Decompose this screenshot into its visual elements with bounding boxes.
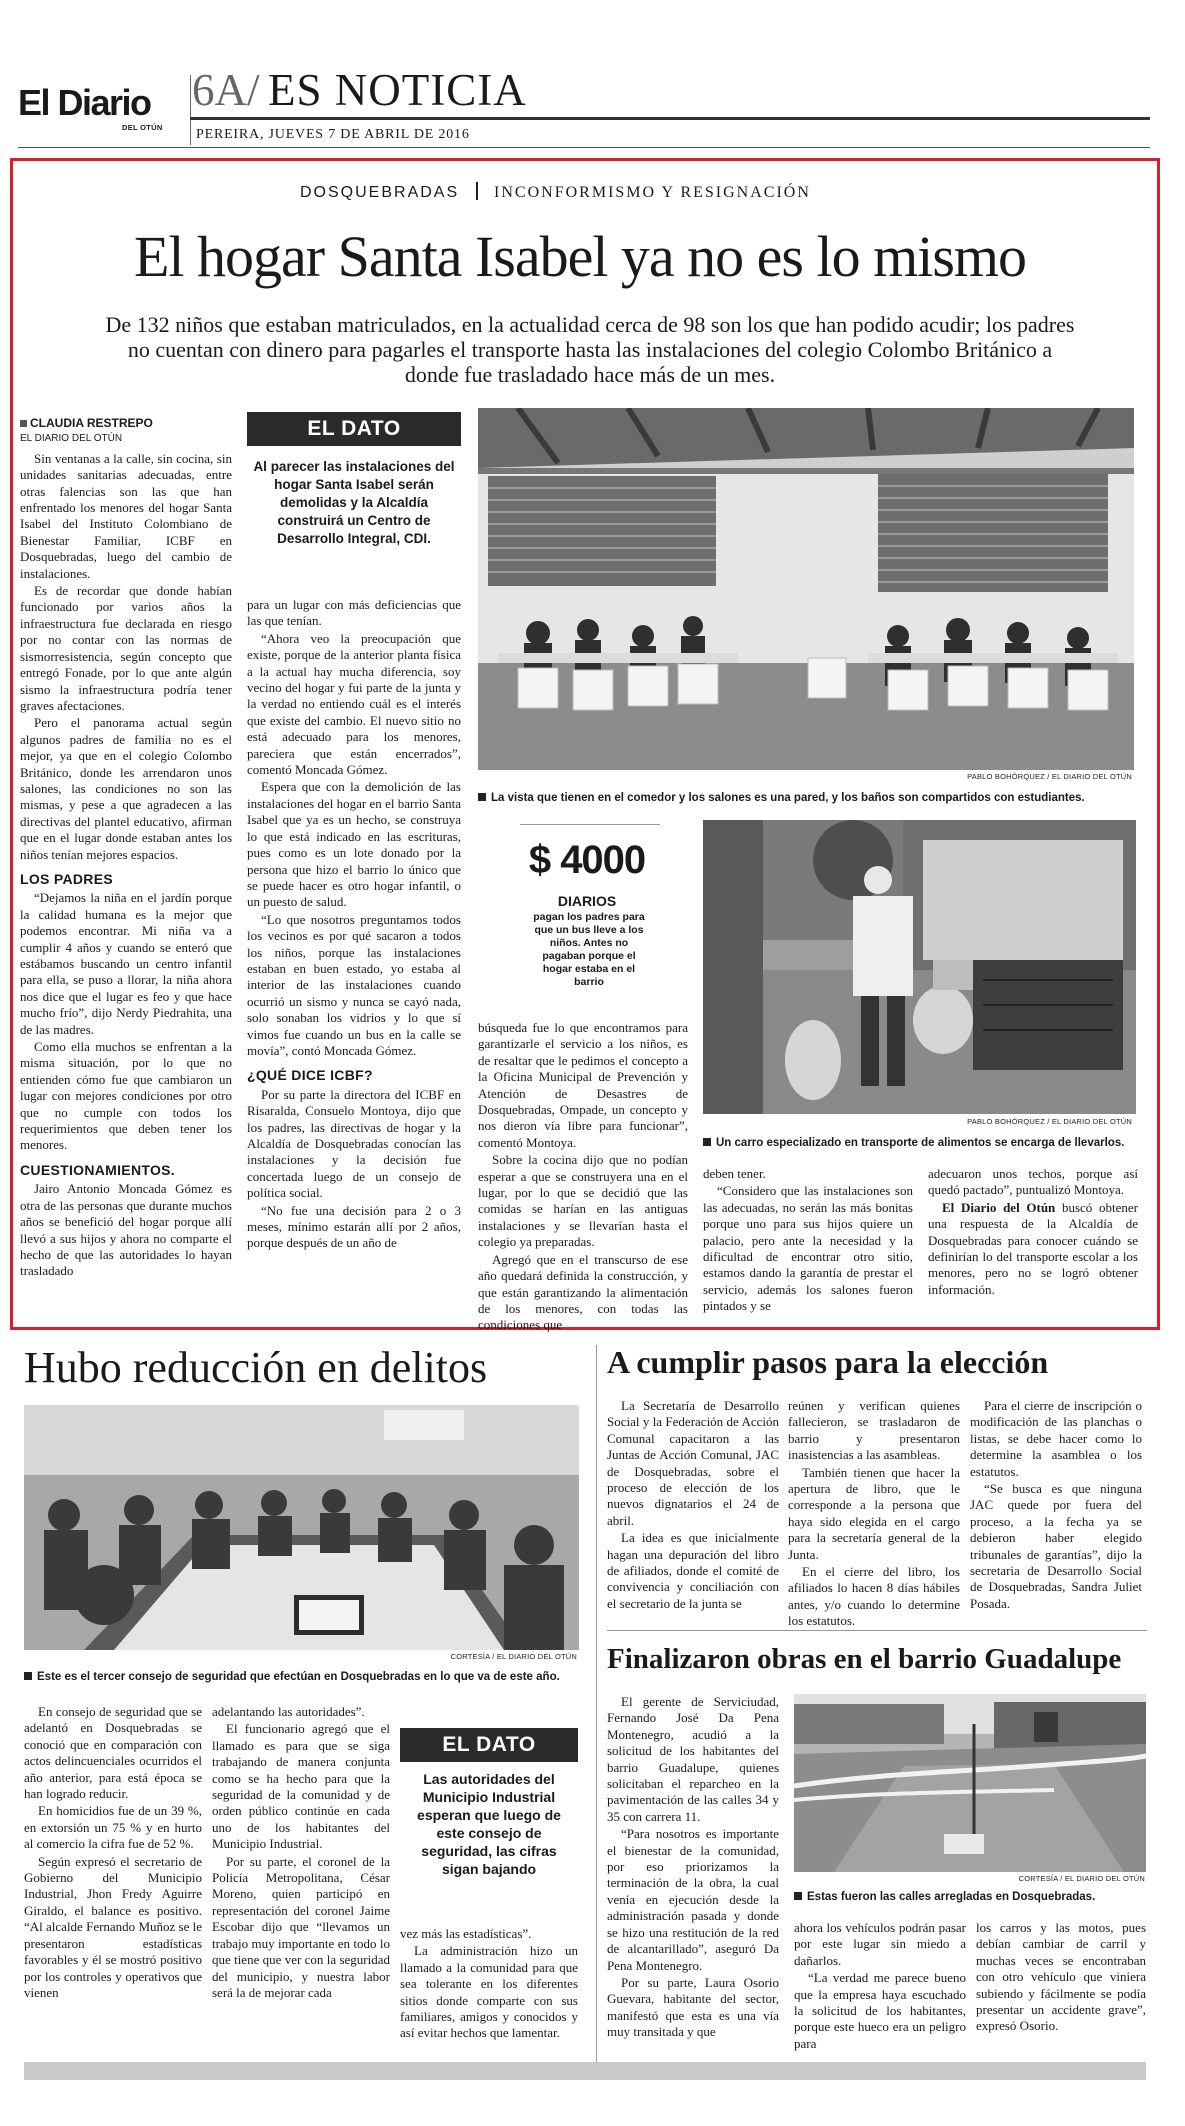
photo-guadalupe-street-image [794,1694,1146,1872]
byline-outlet: EL DIARIO DEL OTÚN [20,433,123,445]
byline: CLAUDIA RESTREPO [20,415,232,431]
stat-top-rule [520,824,660,825]
paragraph: También tienen que hacer la apertura de libro, que le corresponde a la persona que haya sido elegida en el cargo para la secretaría general de la Junta. [788,1464,960,1562]
dateline: PEREIRA, JUEVES 7 DE ABRIL DE 2016 [196,127,470,142]
paragraph: La idea es que inicialmente hagan una depuración del libro de afiliados, donde el comité de convivencia y conciliación con el secretario de la junta se [607,1530,779,1611]
page-bottom-rule [24,2062,1146,2080]
subhead-cuestionamientos: CUESTIONAMIENTOS. [20,1161,175,1178]
story2-col-2 [212,1704,390,2002]
paragraph: “Considero que las instalaciones son las adecuadas, no serán las más bonitas porque uno para sus hijos quiere un palacio, pero ante la necesidad y la dificultad de encontrar otro sitio, estamos dando la garantía de prestar el servicio, además los salones fueron pintados y se [703,1183,913,1314]
paragraph: El gerente de Serviciudad, Fernando José Da Pena Montenegro, acudió a la solicitud de los habitantes del barrio Guadalupe, quienes solicitaban el reparcheo en la pavimentación de las calles 34 y 35 con carrera 11. [607,1694,779,1824]
photo-food-cart [703,820,1136,1114]
paragraph: deben tener. [703,1166,766,1181]
caption-square [478,793,486,801]
paragraph: vez más las estadísticas”. [400,1926,532,1941]
paragraph: los carros y las motos, pues debían cambiar de carril y muchas veces se encontraban con otro vehículo que viniera subiendo y fácilmente se podía presentar un accidente grave”, expresó Osorio. [976,1920,1146,2034]
story3-bottom-rule [607,1630,1147,1631]
story3-col-1 [607,1398,779,1613]
paragraph: La administración hizo un llamado a la comunidad para que sea tolerante en los diferentes sitios donde comparte con sus familiares, amigos y conocidos y así evitar hechos que lamentar. [400,1943,578,2041]
caption-square [703,1138,711,1146]
story2-dato-header: EL DATO [400,1728,578,1762]
paragraph: Agregó que en el transcurso de ese año quedará definida la construcción, y que están garantizando la alimentación de los menores, con todas las condiciones que [478,1251,688,1333]
paragraph: “Lo que nosotros preguntamos todos los vecinos es por qué sacaron a todos los niños, porque las instalaciones estaban en buen estado, yo estaba al interior de las instalaciones cuando ocurrió un sismo y nunca se cayó nada, solo sonaban los vidrios y lo que sí vimos fue cuando un bus en la calle se movía”, contó Moncada Gómez. [247,911,461,1058]
paragraph: Por su parte, el coronel de la Policía Metropolitana, César Moreno, quien participó en representación del coronel Jaime Escobar dijo que “llevamos un trabajo muy importante en todo lo que tiene que ver con la seguridad del municipio, y nuestra labor será la de mejorar cada [212,1853,390,2000]
subhead-icbf: ¿QUÉ DICE ICBF? [247,1067,373,1084]
stat-text: pagan los padres para que un bus lleve a los niños. Antes no pagaban porque el hogar estaba en el barrio [533,911,645,988]
paragraph: búsqueda fue lo que encontramos para garantizarle el servicio a los niños, es de resaltar que le pedimos el concepto a la Oficina Municipal de Prevención y Atención de Desastres de Dosquebradas, Ompade, un concepto y nos dieron vía libre para funcionar”, comentó Montoya. [478,1020,688,1150]
brand-sub: DEL OTÚN [122,123,163,132]
main-col-4 [703,1166,913,1316]
photo-dining-room-image [478,408,1134,770]
main-headline: El hogar Santa Isabel ya no es lo mismo [133,224,1027,289]
photo2-caption: Un carro especializado en transporte de alimentos se encarga de llevarlos. [703,1136,1143,1150]
paragraph: En el cierre del libro, los afiliados lo hacen 8 días hábiles antes, y/o cuando lo determine los estatutos. [788,1564,960,1629]
dato-header: EL DATO [247,412,461,446]
story3-col-3 [970,1398,1142,1613]
story2-photo-credit: CORTESÍA / EL DIARIO DEL OTÚN [450,1652,577,1661]
subhead-padres: LOS PADRES [20,870,113,887]
paragraph: Para el cierre de inscripción o modificación de las planchas o listas, se debe hacer como lo determine la asamblea o los estatutos. [970,1398,1142,1479]
paragraph: Sin ventanas a la calle, sin cocina, sin unidades sanitarias adecuadas, entre otras falencias son las que han enfrentado los menores del hogar Santa Isabel del Instituto Colombiano de Bienestar Familiar, ICBF en Dosquebradas, luego del cambio de instalaciones. [20,450,232,581]
photo2-credit: PABLO BOHÓRQUEZ / EL DIARIO DEL OTÚN [967,1117,1132,1126]
story2-dato-text: Las autoridades del Municipio Industrial esperan que luego de este consejo de seguridad, las cifras sigan bajando [417,1771,561,1877]
photo1-credit: PABLO BOHÓRQUEZ / EL DIARIO DEL OTÚN [967,772,1132,781]
story2-headline: Hubo reducción en delitos [24,1343,488,1392]
masthead [18,55,1148,155]
main-deck: De 132 niños que estaban matriculados, en la actualidad cerca de 98 son los que han podido acudir; los padres no cuentan con dinero para pagarles el transporte hasta las instalaciones del colegio Colombo Británico a donde fue trasladado hace más de un mes. [105,312,1075,387]
paragraph: reúnen y verifican quienes fallecieron, se trasladaron de barrio y presentaron inasistencias a las asambleas. [788,1398,960,1463]
paragraph: La Secretaría de Desarrollo Social y la Federación de Acción Comunal capacitaron a las Juntas de Acción Comunal, JAC de Dosquebradas, sobre el proceso de elección de los nuevos dignatarios el 24 de abril. [607,1398,779,1528]
section-title: ES NOTICIA [268,65,527,115]
main-col-1 [20,415,232,1281]
story-divider [596,1345,597,2070]
main-kicker [300,182,880,202]
paragraph: En consejo de seguridad que se adelantó en Dosquebradas se conoció que en comparación con actos delincuenciales ocurridos el año anterior, para está época se han logrado reducir. [24,1704,202,1802]
story3-headline: A cumplir pasos para la elección [607,1344,1049,1380]
masthead-rule [190,117,1150,120]
paragraph: El Diario del Otún buscó obtener una respuesta de la Alcaldía de Dosquebradas para conocer cuándo se definirían lo del transporte escolar a los menores, pero no se logró obtener información. [928,1199,1138,1297]
dato-text: Al parecer las instalaciones del hogar Santa Isabel serán demolidas y la Alcaldía construirá un Centro de Desarrollo Integral, CDI. [253,459,455,546]
story2-col-1 [24,1704,202,2002]
story4-photo-caption: Estas fueron las calles arregladas en Dosquebradas. [794,1890,1149,1904]
paragraph: “Para nosotros es importante el bienestar de la comunidad, por eso priorizamos la terminación de la obra, la cual venía en ejecución desde la administración pasada y donde se hizo una restitución de la red de alcantarillado”, aseguró Da Pena Montenegro. [607,1826,779,1973]
paragraph: “Dejamos la niña en el jardín porque la calidad humana es la mejor que podemos encontrar. Mi niña va a cumplir 4 años y cuando se enteró que estábamos buscando un centro infantil para ella, se puso a llorar, la niña ahora nos dice que el lugar es feo y que hace mucho frío”, dijo Nerdy Piedrahita, una de las madres. [20,890,232,1037]
paragraph: Sobre la cocina dijo que no podían esperar a que se construyera una en el lugar, por lo que se decidió que las comidas se harían en las antiguas instalaciones y se llevarían hasta el colegio ya preparadas. [478,1152,688,1250]
main-col-2 [247,597,461,1253]
caption-square [794,1892,802,1900]
story4-headline: Finalizaron obras en el barrio Guadalupe [607,1643,1122,1675]
paragraph: Como ella muchos se enfrentan a la misma situación, por lo que no entienden cómo fue que cambiaron un lugar con mejores condiciones por otro que no cumple con todos los requerimientos que deben tener los menores. [20,1039,232,1153]
photo1-caption: La vista que tienen en el comedor y los salones es una pared, y los baños son compartidos con estudiantes. [478,791,1138,805]
paragraph: “Se busca es que ninguna JAC quede por fuera del proceso, a la fecha ya se debieron haber elegido tribunales de garantías”, dijo la secretaria de Desarrollo Social de Dosquebradas, Sandra Juliet Posada. [970,1481,1142,1611]
story2-photo-caption: Este es el tercer consejo de seguridad que efectúan en Dosquebradas en lo que va de este año. [24,1670,604,1684]
byline-square [20,420,27,427]
kicker-separator [476,182,478,200]
paragraph: Según expresó el secretario de Gobierno del Municipio Industrial, Jhon Fredy Aguirre Giraldo, el balance es positivo. “Al alcalde Fernando Muñoz se le presentaron estadísticas favorables y él se mostró positivo por los controles y operativos que vienen [24,1853,202,2000]
paragraph: adecuaron unos techos, porque así quedó pactado”, puntualizó Montoya. [928,1166,1138,1198]
paragraph: En homicidios fue de un 39 %, en extorsión un 75 % y en hurto al comercio la cifra fue de 52 %. [24,1803,202,1852]
page-number: 6A/ [192,65,260,115]
main-col-5 [928,1166,1138,1299]
paragraph: Pero el panorama actual según algunos padres de familia no es el mejor, ya que en el colegio Colombo Británico, donde les arrendaron unos salones, las condiciones no son las mismas, y pese a que agradecen a las directivas del plantel educativo, afirman que en el lugar donde estaban antes los niños tenían mejores espacios. [20,715,232,862]
photo-dining-room [478,408,1134,770]
masthead-rule-bottom [18,147,1150,148]
story4-photo-credit: CORTESÍA / EL DIARIO DEL OTÚN [1018,1874,1145,1883]
paragraph: El funcionario agregó que el llamado es para que se siga trabajando de manera conjunta como se ha hecho para que la seguridad de la comunidad y de orden público continúe en cada uno de los habitantes del Municipio Industrial. [212,1721,390,1852]
photo-security-council-image [24,1405,579,1650]
story2-col-3 [400,1926,578,2043]
story4-col-3 [976,1920,1146,2036]
photo-guadalupe-street [794,1694,1146,1872]
story4-col-2 [794,1920,966,2053]
kicker-left: DOSQUEBRADAS [300,184,460,201]
paragraph: Por su parte, Laura Osorio Guevara, habitante del sector, manifestó que esta es una vía muy transitada y que [607,1974,779,2040]
outlet-bold: El Diario del Otún [942,1199,1056,1215]
photo-food-cart-image [703,820,1136,1114]
story3-col-2 [788,1398,960,1631]
paragraph: ahora los vehículos podrán pasar por este lugar sin miedo a dañarlos. [794,1920,966,1968]
stat-value: $ 4000 [528,838,646,882]
paragraph: Espera que con la demolición de las instalaciones del hogar en el barrio Santa Isabel que ya es un hecho, se construya lo que está indicado en las escrituras, pues como es un lote donado por la persona que hizo el barrio lo único que se puede hacer es otro hogar infantil, o un puesto de salud. [247,779,461,910]
caption-square [24,1672,32,1680]
paragraph: Jairo Antonio Moncada Gómez es otra de las personas que durante muchos años se benefició del hogar porque allí llevó a sus hijos y ahora no comparte el hecho de que las autoridades lo hayan trasladado [20,1181,232,1279]
story4-col-1 [607,1694,779,2042]
kicker-right: INCONFORMISMO Y RESIGNACIÓN [494,184,811,201]
paragraph: “No fue una decisión para 2 o 3 meses, mínimo estarán allí por 2 años, porque después de un año de [247,1202,461,1251]
paragraph: adelantando las autoridades”. [212,1704,365,1719]
main-col-3 [478,1020,688,1335]
masthead-divider [190,75,191,145]
paragraph: “La verdad me parece bueno que la empresa haya escuchado la solicitud de los habitantes, porque este hueco era un peligro para [794,1970,966,2051]
paragraph: “Ahora veo la preocupación que existe, porque de la anterior planta física a la actual hay mucha diferencia, soy vecino del hogar y fui parte de la junta y la verdad no entiendo cuál es el interés que existe del cambio. El nuevo sitio no está adecuado para los menores, pareciera que están encerrados”, comentó Moncada Gómez. [247,630,461,778]
paragraph: Por su parte la directora del ICBF en Risaralda, Consuelo Montoya, dijo que los padres, las directivas de hogar y la Alcaldía de Dosquebradas conocían las instalaciones y la decisión fue concertada luego de un consejo de política social. [247,1086,461,1201]
brand-logo [18,83,151,123]
paragraph: Es de recordar que donde habían funcionado por varios años la infraestructura fue declarada en riesgo por no contar con las normas de sismorresistencia, según concepto que entregó Fonade, por lo que ante algún sismo la infraestructura podría tener graves afectaciones. [20,583,232,713]
photo-security-council [24,1405,579,1650]
stat-label: DIARIOS [557,893,617,909]
brand-name: El Diario [18,82,151,123]
paragraph: para un lugar con más deficiencias que las que tenían. [247,597,461,629]
